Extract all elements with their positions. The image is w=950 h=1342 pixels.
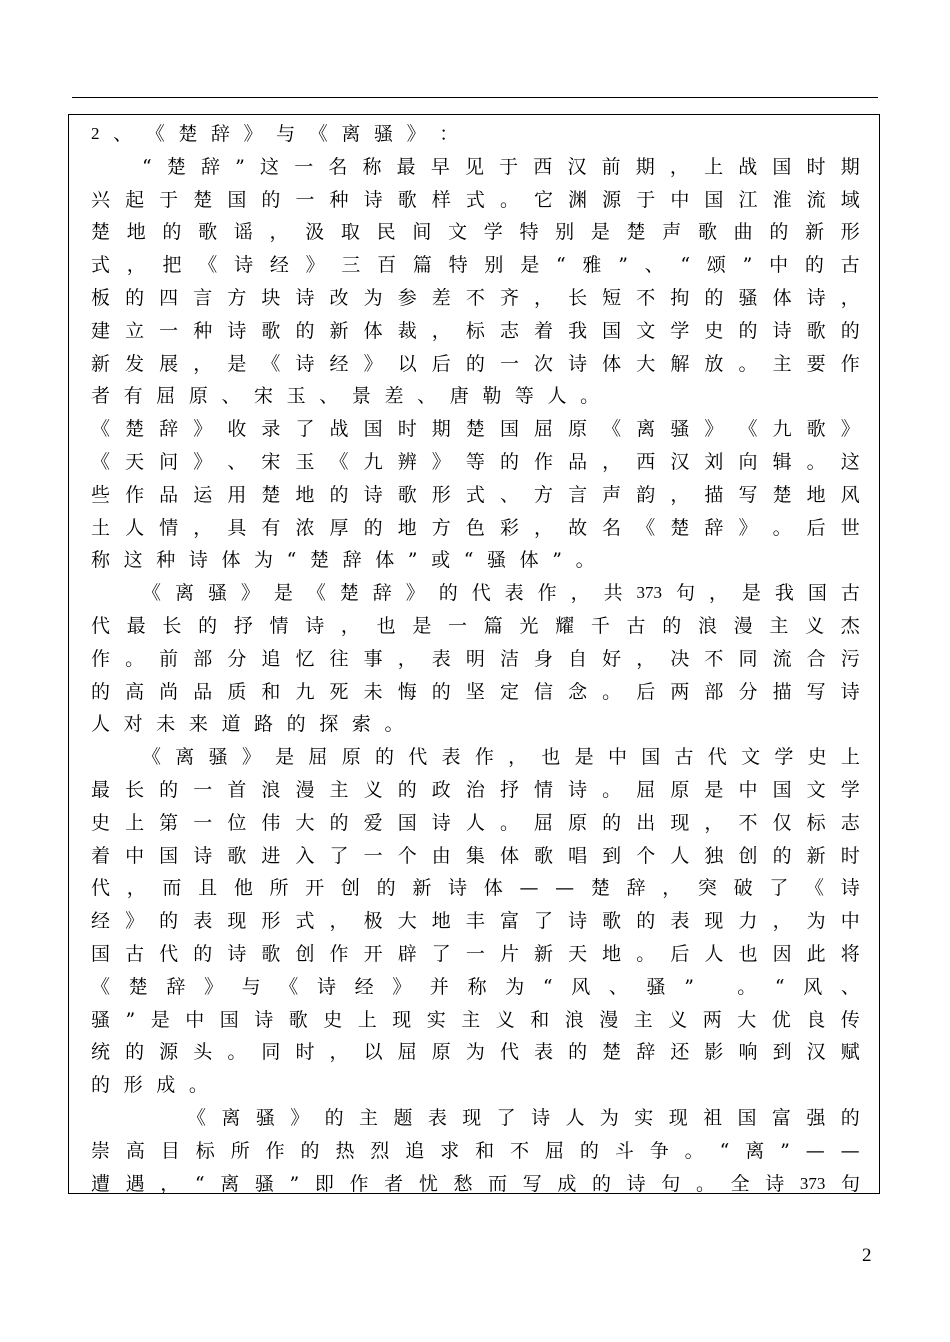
- text-line: 作 。 前 部 分 追 忆 往 事 ， 表 明 洁 身 自 好 ， 决 不 同 流 合 污: [91, 647, 860, 670]
- text-line: 土 人 情 ， 具 有 浓 厚 的 地 方 色 彩 ， 故 名 《 楚 辞 》 。 后 世: [91, 516, 860, 539]
- body-text: [91, 118, 860, 1194]
- text-line: 者 有 屈 原 、 宋 玉 、 景 差 、 唐 勒 等 人 。: [91, 385, 600, 408]
- text-line: 最 长 的 一 首 浪 漫 主 义 的 政 治 抒 情 诗 。 屈 原 是 中 国 文 学: [91, 778, 860, 801]
- content-box: [68, 114, 880, 1194]
- text-line: 兴 起 于 楚 国 的 一 种 诗 歌 样 式 。 它 渊 源 于 中 国 江 淮 流 域: [91, 188, 860, 211]
- header-rule: [72, 97, 878, 98]
- text-line: 遭 遇 ， “ 离 骚 ” 即 作 者 忧 愁 而 写 成 的 诗 句 。 全 诗 373 句: [91, 1172, 860, 1194]
- text-line: 《 离 骚 》 是 屈 原 的 代 表 作 ， 也 是 中 国 古 代 文 学 史 上: [142, 746, 860, 769]
- text-line: 些 作 品 运 用 楚 地 的 诗 歌 形 式 、 方 言 声 韵 ， 描 写 楚 地 风: [91, 483, 860, 506]
- text-line: 板 的 四 言 方 块 诗 改 为 参 差 不 齐 ， 长 短 不 拘 的 骚 体 诗 ，: [91, 286, 860, 309]
- text-line: “ 楚 辞 ” 这 一 名 称 最 早 见 于 西 汉 前 期 ， 上 战 国 时 期: [142, 155, 860, 178]
- text-line: 《 天 问 》 、 宋 玉 《 九 辨 》 等 的 作 品 ， 西 汉 刘 向 辑 。 这: [91, 450, 860, 473]
- page-number: 2: [862, 1245, 872, 1266]
- text-line: 人 对 未 来 道 路 的 探 索 。: [91, 713, 404, 736]
- text-line: 国 古 代 的 诗 歌 创 作 开 辟 了 一 片 新 天 地 。 后 人 也 因 此 将: [91, 942, 860, 965]
- text-line: 称 这 种 诗 体 为 “ 楚 辞 体 ” 或 “ 骚 体 ” 。: [91, 549, 595, 572]
- text-line: 式 ， 把 《 诗 经 》 三 百 篇 特 别 是 “ 雅 ” 、 “ 颂 ” 中 的 古: [91, 254, 860, 277]
- text-line: 建 立 一 种 诗 歌 的 新 体 裁 ， 标 志 着 我 国 文 学 史 的 诗 歌 的: [91, 319, 860, 342]
- text-line: 新 发 展 ， 是 《 诗 经 》 以 后 的 一 次 诗 体 大 解 放 。 主 要 作: [91, 352, 860, 375]
- text-line: 代 ， 而 且 他 所 开 创 的 新 诗 体 — — 楚 辞 ， 突 破 了 《 诗: [91, 877, 860, 900]
- text-line: 经 》 的 表 现 形 式 ， 极 大 地 丰 富 了 诗 歌 的 表 现 力 ， 为 中: [91, 910, 860, 933]
- text-line: 着 中 国 诗 歌 进 入 了 一 个 由 集 体 歌 唱 到 个 人 独 创 的 新 时: [91, 844, 860, 867]
- text-line: 代 最 长 的 抒 情 诗 ， 也 是 一 篇 光 耀 千 古 的 浪 漫 主 义 杰: [91, 614, 860, 637]
- text-line: 2 、 《 楚 辞 》 与 《 离 骚 》 ：: [91, 123, 459, 145]
- text-line: 的 高 尚 品 质 和 九 死 未 悔 的 坚 定 信 念 。 后 两 部 分 描 写 诗: [91, 680, 860, 703]
- text-line: 的 形 成 。: [91, 1074, 208, 1097]
- text-line: 《 离 骚 》 是 《 楚 辞 》 的 代 表 作 ， 共 373 句 ， 是 我 国 古: [142, 582, 860, 605]
- text-line: 《 楚 辞 》 与 《 诗 经 》 并 称 为 “ 风 、 骚 ” 。 “ 风 、: [91, 975, 860, 998]
- text-line: 崇 高 目 标 所 作 的 热 烈 追 求 和 不 屈 的 斗 争 。 “ 离 ” — —: [91, 1139, 860, 1162]
- text-line: 《 楚 辞 》 收 录 了 战 国 时 期 楚 国 屈 原 《 离 骚 》 《 九 歌 》: [91, 418, 860, 441]
- text-line: 骚 ” 是 中 国 诗 歌 史 上 现 实 主 义 和 浪 漫 主 义 两 大 优 良 传: [91, 1008, 860, 1031]
- text-line: 《 离 骚 》 的 主 题 表 现 了 诗 人 为 实 现 祖 国 富 强 的: [187, 1106, 860, 1129]
- text-line: 楚 地 的 歌 谣 ， 汲 取 民 间 文 学 特 别 是 楚 声 歌 曲 的 新 形: [91, 221, 860, 244]
- text-line: 统 的 源 头 。 同 时 ， 以 屈 原 为 代 表 的 楚 辞 还 影 响 到 汉 赋: [91, 1041, 860, 1064]
- text-line: 史 上 第 一 位 伟 大 的 爱 国 诗 人 。 屈 原 的 出 现 ， 不 仅 标 志: [91, 811, 860, 834]
